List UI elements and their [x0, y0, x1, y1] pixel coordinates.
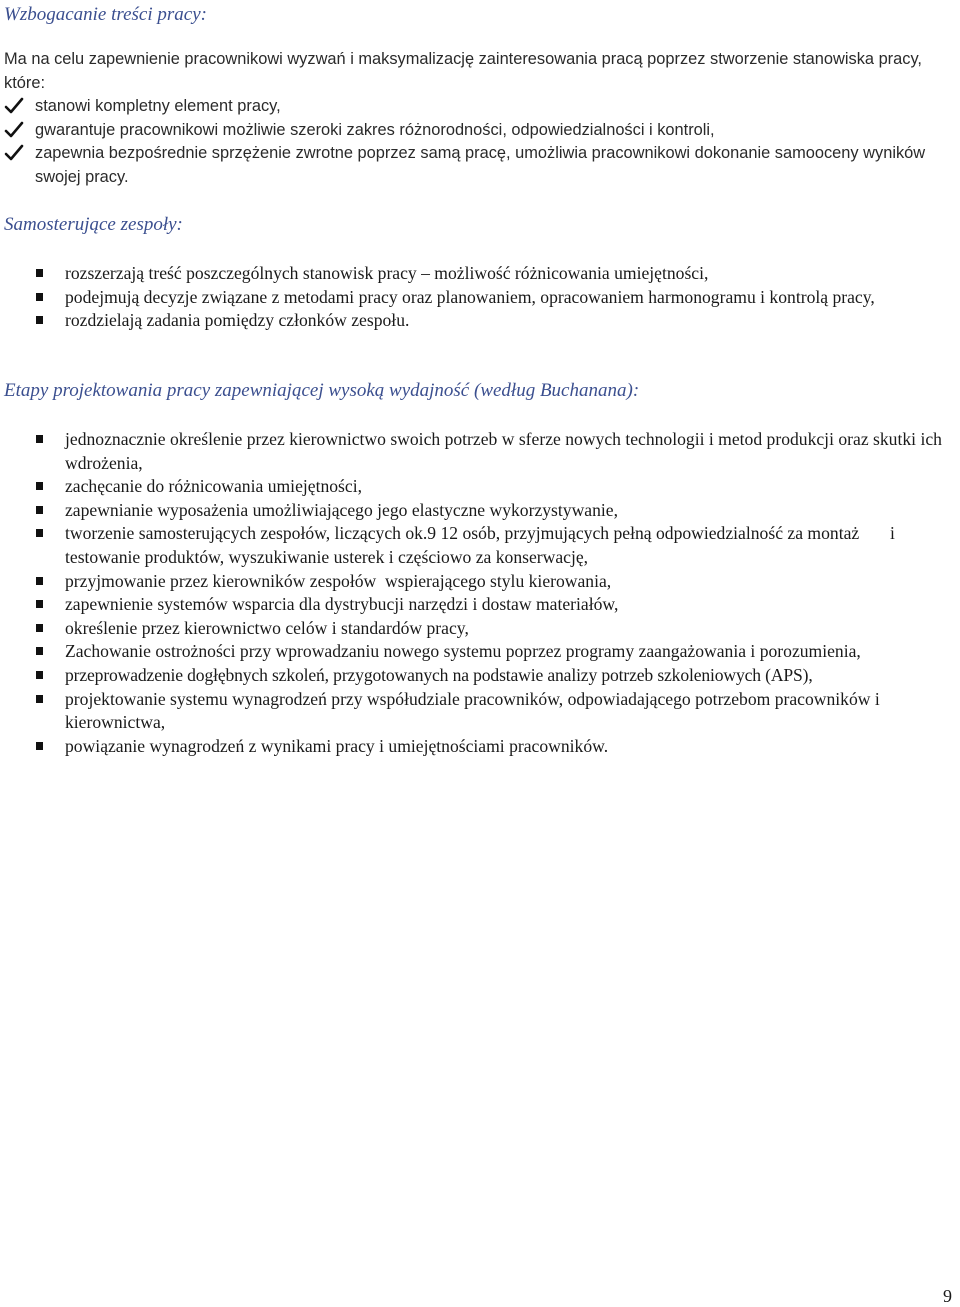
list-item-text: przeprowadzenie dogłębnych szkoleń, przygotowanych na podstawie analizy potrzeb szkoleniowych (APS), — [65, 664, 813, 685]
section-intro-paragraph: Ma na celu zapewnienie pracownikowi wyzwań i maksymalizację zainteresowania pracą poprzez stworzenie stanowiska pracy, które: — [4, 50, 922, 92]
square-bullet-icon — [36, 316, 43, 324]
list-item-text: rozszerzają treść poszczególnych stanowisk pracy – możliwość różnicowania umiejętności, — [65, 263, 709, 283]
square-bullet-list — [0, 262, 960, 333]
square-bullet-icon — [36, 647, 43, 655]
list-item — [0, 688, 960, 735]
list-item-text: zapewnienie systemów wsparcia dla dystrybucji narzędzi i dostaw materiałów, — [65, 594, 619, 615]
list-item-text: zachęcanie do różnicowania umiejętności, — [65, 476, 362, 497]
section-title-design-stages: Etapy projektowania pracy zapewniającej wysoką wydajność (według Buchanana): — [4, 380, 640, 401]
list-item-text: gwarantuje pracownikowi możliwie szeroki zakres różnorodności, odpowiedzialności i kontroli, — [35, 120, 715, 139]
square-bullet-icon — [36, 695, 43, 703]
list-item-text: rozdzielają zadania pomiędzy członków zespołu. — [65, 310, 410, 331]
list-item — [0, 262, 960, 286]
list-item-text: określenie przez kierownictwo celów i standardów pracy, — [65, 617, 469, 638]
list-item — [0, 286, 960, 310]
square-bullet-icon — [36, 269, 43, 277]
list-item — [0, 617, 960, 641]
check-list — [0, 95, 960, 189]
check-icon — [4, 144, 24, 162]
list-item-text: podejmują decyzje związane z metodami pracy oraz planowaniem, opracowaniem harmonogramu i kontrolą pracy, — [65, 286, 875, 307]
page-number: 9 — [943, 1286, 952, 1306]
list-item-text: zapewnia bezpośrednie sprzężenie zwrotne poprzez samą pracę, umożliwia pracownikowi dokonanie samooceny wyników swojej pracy. — [35, 144, 926, 186]
check-icon — [4, 97, 24, 115]
list-item-text: zapewnianie wyposażenia umożliwiającego jego elastyczne wykorzystywanie, — [65, 499, 619, 520]
square-bullet-list — [0, 428, 960, 758]
list-item — [0, 142, 960, 189]
list-item — [0, 95, 960, 119]
list-item-text: projektowanie systemu wynagrodzeń przy współudziale pracowników, odpowiadającego potrzebom pracowników i kierownictwa, — [65, 688, 880, 733]
list-item — [0, 640, 960, 664]
square-bullet-icon — [36, 742, 43, 750]
list-item — [0, 522, 960, 569]
check-icon — [4, 121, 24, 139]
list-item — [0, 664, 960, 688]
list-item — [0, 499, 960, 523]
list-item — [0, 593, 960, 617]
square-bullet-icon — [36, 577, 43, 585]
list-item-text: tworzenie samosterujących zespołów, liczących ok.9 12 osób, przyjmujących pełną odpowiedzialność za montaż i testowanie produktów, wyszukiwanie usterek i częściowo za konserwację, — [65, 523, 900, 567]
square-bullet-icon — [36, 293, 43, 301]
list-item — [0, 428, 960, 475]
square-bullet-icon — [36, 482, 43, 490]
square-bullet-icon — [36, 529, 43, 537]
list-item-text: powiązanie wynagrodzeń z wynikami pracy i umiejętnościami pracowników. — [65, 735, 609, 756]
list-item — [0, 570, 960, 594]
square-bullet-icon — [36, 600, 43, 608]
list-item — [0, 735, 960, 759]
square-bullet-icon — [36, 506, 43, 514]
section-title-self-managed-teams: Samosterujące zespoły: — [4, 214, 183, 235]
list-item-text: Zachowanie ostrożności przy wprowadzaniu nowego systemu poprzez programy zaangażowania i porozumienia, — [65, 641, 861, 662]
list-item-text: przyjmowanie przez kierowników zespołów wspierającego stylu kierowania, — [65, 570, 612, 591]
square-bullet-icon — [36, 671, 43, 679]
square-bullet-icon — [36, 624, 43, 632]
list-item — [0, 119, 960, 143]
square-bullet-icon — [36, 435, 43, 443]
list-item — [0, 475, 960, 499]
section-title-enrichment: Wzbogacanie treści pracy: — [4, 4, 207, 25]
list-item — [0, 309, 960, 333]
list-item-text: stanowi kompletny element pracy, — [35, 97, 281, 115]
list-item-text: jednoznacznie określenie przez kierownictwo swoich potrzeb w sferze nowych technologii i metod produkcji oraz skutki ich wdrożenia, — [65, 429, 942, 473]
